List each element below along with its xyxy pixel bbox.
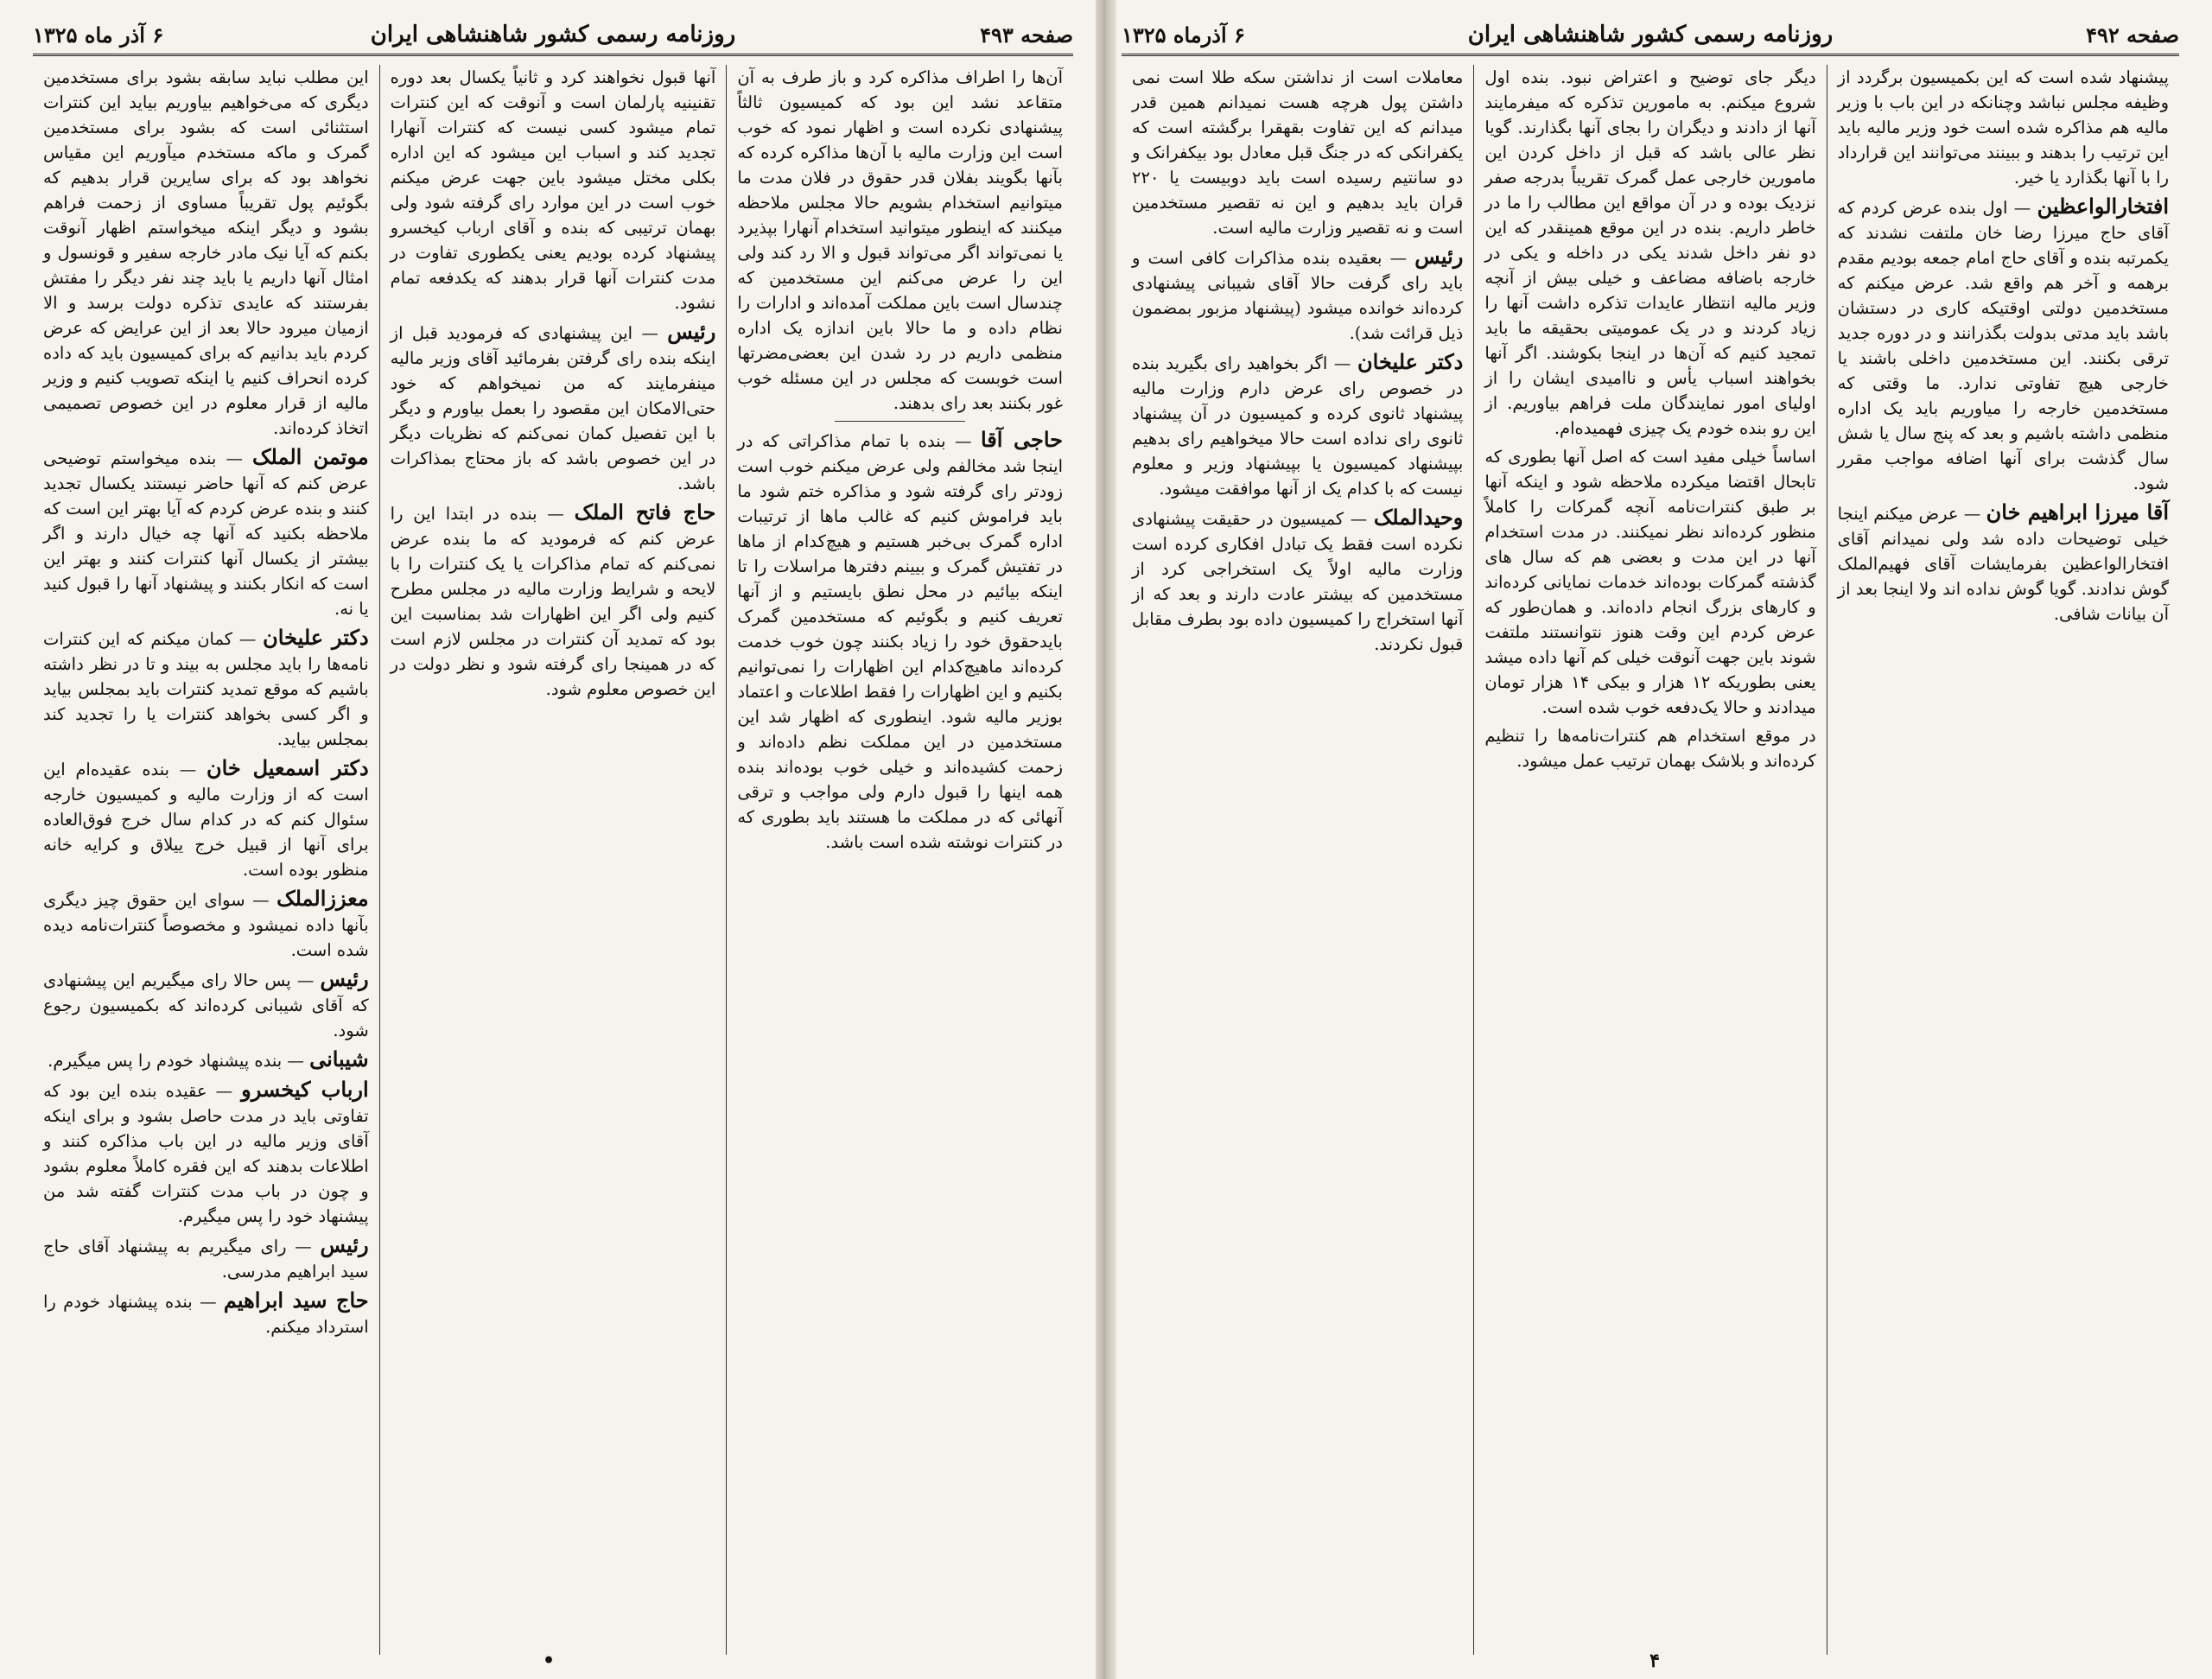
speech: موتمن الملک — بنده میخواستم توضیحی عرض کنم که آنها حاضر نیستند یکسال تجدید کنند و بنده عرض کردم که آیا بهتر این است که ملاحظه بکنید که آنها چه خیال دارند و اگر بیشتر از یکسال آنها کنترات کنند و بهتر این است که انکار بکنند و پیشنهاد آنها را قبول کنید یا نه. [42, 444, 369, 619]
paragraph: آن‌ها را اطراف مذاکره کرد و باز طرف به آن متقاعد نشد این بود که کمیسیون ثالثاً پیشنهادی نکرده است و اظهار نمود که خوب است این وزارت مالیه با آن‌ها مذاکره کرده که بآنها بگویند بفلان قدر حقوق در فلان مدت ما میتوانیم استخدام بشویم حالا مجلس ملاحظه میکنند که اینطور میتوانید استخدام آنهارا بپذیرد یا نمی‌تواند اگر می‌تواند قبول و الا رد کند ولی این را عرض می‌کنم این مستخدمین که چندسال است باین مملکت آمده‌اند و ادارات را نظام داده و ما حالا باین اندازه یک اداره منظمی داریم در رد شدن این بعضی‌مضرتها است خوبست که مجلس در این مسئله خوب غور بکنند بعد رای بدهند. [737, 67, 1063, 413]
paragraph: دیگر جای توضیح و اعتراض نبود. بنده اول شروع میکنم. به مامورین تذکره که میفرمایند آنها از دادند و دیگران را بجای آنها بگذارند. گویا نظر عالی باشد که قبل از داخل کردن این مامورین خارجی عمل گمرک تقریباً بدرجه صفر نزدیک بوده و در آن مواقع این مطالب را ما در خاطر داریم. بنده در این موقع همینقدر که این دو نفر داخل شدند یکی در داخله و یکی در خارجه باضافه مضاعف و خیلی بیش از آنچه وزیر مالیه انتظار عایدات تذکره داشت آنها را زیاد کردند و در یک عمومیتی بحقیقه ما باید تمجید کنیم که آن‌ها در اینجا بکوشند. اگر آنها بخواهند اسباب یأس و ناامیدی ایشان را از اولیای امور نمایندگان ملت فراهم بیاوریم. از این رو بنده خودم یک چیزی فهمیده‌ام. [1484, 67, 1816, 438]
speaker-name: دکتر اسمعیل خان [206, 755, 369, 780]
right-page [1097, 0, 2212, 1679]
paragraph: معاملات است از نداشتن سکه طلا است نمی داشتن پول هرچه هست نمیدانم همین قدر میدانم که این تفاوت بقهقرا برگشته است که یکفرانکی که در جنگ قبل معادل بود بیکفرانک و دو سانتیم رسیده است باید دوبیست یا ۲۲۰ قران باید بدهیم و این نه تقصیر مستخدمین است و نه تقصیر وزارت مالیه است. [1132, 67, 1464, 238]
speech-text: عقیده بنده این بود که تفاوتی باید در مدت حاصل بشود و برای اینکه آقای وزیر مالیه در این باب مذاکره کنند و اطلاعات بدهند که این فقره کاملاً معلوم بشود و چون در باب مدت کنترات گفته شد من پیشنهاد خود را پس میگیرم. [42, 1081, 369, 1226]
speech: رئیس — این پیشنهادی که فرمودید قبل از اینکه بنده رای گرفتن بفرمائید آقای وزیر مالیه مینفرمایند که من نمیخواهم که خود حتی‌الامکان این مقصود را بعمل بیاورم و دیگر با این تفصیل کمان نمی‌کنم که نظریات دیگر در این خصوص باشد که باز محتاج بمذاکرات باشد. [390, 319, 716, 493]
speech: افتخارالواعظین — اول بنده عرض کردم که آقای حاج میرزا رضا خان ملتفت نشدند که یکمرتبه بنده و آقای حاج امام جمعه بودیم مقدم برهمه و آخر هم واقع شد. عرض میکنم که مستخدمین دولتی اوقتیکه کاری در دستشان باشد باید مدتی بدولت بگذرانند و در دوره جدید ترقی بکنند. این مستخدمین داخلی باشند یا خارجی هیچ تفاوتی ندارد. ما وقتی که مستخدمین خارجه را میاوریم باید یک اداره منظمی داشته باشیم و بعد که پنج سال یا شش سال گذشت برای آنها اضافه مواجب مقرر شود. [1837, 194, 2169, 493]
speech-text: بنده پیشنهاد خودم را پس میگیرم. [48, 1051, 283, 1071]
left-page [0, 0, 1097, 1679]
speech-text: این پیشنهادی که فرمودید قبل از اینکه بنده رای گرفتن بفرمائید آقای وزیر مالیه مینفرمایند که من نمیخواهم که خود حتی‌الامکان این مقصود را بعمل بیاورم و دیگر با این تفصیل کمان نمی‌کنم که نظریات دیگر در این خصوص باشد که باز محتاج بمذاکرات باشد. [390, 323, 716, 493]
speaker-name: حاجی آقا [980, 427, 1064, 452]
speech: حاج فاتح الملک — بنده در ابتدا این را عرض کنم که فرمودید که ما بنده عرض نمی‌کنم که تمام مذاکرات یا یک کنترات را با لایحه و شرایط وزارت مالیه در مجلس مطرح کنیم ولی اگر این اظهارات شد بمناسبت این بود که تمدید آن کنترات در مجلس لازم است که در همینجا رای گرفته شود و نظر دولت در این خصوص معلوم شود. [390, 499, 716, 699]
left-page-masthead: روزنامه رسمی کشور شاهنشاهی ایران [370, 22, 736, 48]
speech-text: بنده با تمام مذاکراتی که در اینجا شد مخالفم ولی عرض میکنم خوب است زودتر رای گرفته شود و مذاکره ختم شود ما باید فراموش کنیم که غالب ماها از ترتیبات اداره گمرک بی‌خبر هستیم و هیچ‌کدام از ماها در تفتیش گمرک و بیینم دفترها مراسلات را تا اینکه بیائیم در محل نطق بایستیم و از آنها تعریف کنیم و بگوئیم که مستخدمین گمرک بایدحقوق خود را زیاد بکنند چون خوب خدمت کرده‌اند ماهیچ‌کدام این اظهارات را نمی‌توانیم بکنیم و این اظهارات را فقط اطلاعات و اعتماد بوزیر مالیه شود. اینطوری که اظهار شد این مستخدمین در این مملکت نظم داده‌اند و زحمت کشیده‌اند و خیلی خوب بوده‌اند بنده همه اینها را قبول دارم ولی مواجب و ترقی آنهائی که در مملکت ما هستند باید بطوری که در کنترات نوشته شده است باشد. [737, 431, 1063, 852]
speech-text: پس حالا رای میگیریم این پیشنهادی که آقای شیبانی کرده‌اند که بکمیسیون رجوع شود. [42, 970, 369, 1040]
speech: دکتر علیخان — کمان میکنم که این کنترات نامه‌ها را باید مجلس به بیند و تا در نظر داشته باشیم که موقع تمدید کنترات باید بمجلس بیاید و اگر کسی بخواهد کنترات یا را تجدید کند بمجلس بیاید. [42, 625, 369, 749]
left-column-3 [33, 65, 380, 1655]
speaker-name: رئیس [320, 966, 369, 991]
left-page-header [33, 16, 1073, 56]
speech-text: اول بنده عرض کردم که آقای حاج میرزا رضا خان ملتفت نشدند که یکمرتبه بنده و آقای حاج امام جمعه بودیم مقدم برهمه و آخر هم واقع شد. عرض میکنم که مستخدمین دولتی اوقتیکه کاری در دستشان باشد باید مدتی بدولت بگذرانند و در دوره جدید ترقی بکنند. این مستخدمین داخلی باشند یا خارجی هیچ تفاوتی ندارد. ما وقتی که مستخدمین خارجه را میاوریم باید یک اداره منظمی داشته باشیم و بعد که پنج سال یا شش سال گذشت برای آنها اضافه مواجب مقرر شود. [1837, 198, 2169, 493]
speaker-name: آقا میرزا ابراهیم خان [1986, 499, 2169, 525]
speech-text: بعقیده بنده مذاکرات کافی است و باید رای گرفت حالا آقای شیبانی پیشنهادی کرده‌اند خوانده میشود (پیشنهاد مزبور بمضمون ذیل قرائت شد). [1132, 248, 1464, 343]
right-page-masthead: روزنامه رسمی کشور شاهنشاهی ایران [1467, 22, 1834, 48]
right-page-date: ۶ آذرماه ۱۳۲۵ [1122, 22, 1245, 48]
left-page-footer-mark: • [542, 1650, 556, 1672]
speech: شیبانی — بنده پیشنهاد خودم را پس میگیرم. [48, 1046, 369, 1072]
speaker-name: شیبانی [309, 1046, 369, 1072]
paragraph: در موقع استخدام هم کنترات‌نامه‌ها را تنظیم کرده‌اند و بلاشک بهمان ترتیب عمل میشود. [1484, 726, 1816, 771]
left-page-date: ۶ آذر ماه ۱۳۲۵ [33, 22, 164, 48]
speech-text: بنده در ابتدا این را عرض کنم که فرمودید که ما بنده عرض نمی‌کنم که تمام مذاکرات یا یک کنترات را با لایحه و شرایط وزارت مالیه در مجلس مطرح کنیم ولی اگر این اظهارات شد بمناسبت این بود که تمدید آن کنترات در مجلس لازم است که در همینجا رای گرفته شود و نظر دولت در این خصوص معلوم شود. [390, 504, 716, 699]
speaker-name: ارباب کیخسرو [241, 1077, 369, 1102]
speech: آقا میرزا ابراهیم خان — عرض میکنم اینجا خیلی توضیحات داده شد ولی نمیدانم آقای افتخارالواعظین بفرمایشات آقای فهیم‌الملک گوش ندادند. گویا گوش نداده اند ولا اینجا بعد از آن بیانات شافی. [1837, 499, 2169, 624]
left-column-2 [380, 65, 728, 1655]
speaker-name: رئیس [1414, 244, 1464, 269]
speaker-name: موتمن الملک [252, 444, 369, 469]
speaker-name: افتخارالواعظین [2037, 194, 2169, 219]
paragraph: اساساً خیلی مفید است که اصل آنها بطوری که تابحال اقتضا میکرده ملاحظه شود و اینکه آنها بر طبق کنترات‌نامه آنچه گمرکات را کاملاً منظور کرده‌اند نظر نمیکنند. در مدت استخدام آنها در این مدت و بعضی هم که سال های گذشته گمرکات بوده‌اند خدمات نمایانی کرده‌اند و کارهای بزرگ انجام داده‌اند. و همان‌طور که عرض کردم این وقت هنوز نتوانستند ملتفت شوند باین جهت آنوقت خیلی کم آنها داده میشد یعنی بطوریکه ۱۲ هزار و بیکی ۱۴ هزار تومان میدادند و حالا یک‌دفعه خوب شده است. [1484, 447, 1816, 717]
speaker-name: وحیدالملک [1373, 505, 1464, 530]
speaker-name: دکتر علیخان [1357, 349, 1464, 374]
speech: ارباب کیخسرو — عقیده بنده این بود که تفاوتی باید در مدت حاصل بشود و برای اینکه آقای وزیر مالیه در این باب مذاکره کنند و اطلاعات بدهند که این فقره کاملاً معلوم بشود و چون در باب مدت کنترات گفته شد من پیشنهاد خود را پس میگیرم. [42, 1077, 369, 1226]
left-columns [33, 65, 1073, 1655]
speech: رئیس — پس حالا رای میگیریم این پیشنهادی که آقای شیبانی کرده‌اند که بکمیسیون رجوع شود. [42, 966, 369, 1040]
right-column-2 [1474, 65, 1827, 1655]
speech-text: بنده عقیده‌ام این است که از وزارت مالیه و کمیسیون خارجه سئوال کنم که در کدام سال خرج فوق‌العاده برای آنها از قبیل خرج ییلاق و کرایه خانه منظور بوده است. [42, 760, 369, 880]
left-page-number: صفحه ۴۹۳ [980, 22, 1073, 48]
speech: رئیس — رای میگیریم به پیشنهاد آقای حاج سید ابراهیم مدرسی. [42, 1232, 369, 1282]
speaker-name: معززالملک [276, 886, 369, 911]
spine-gutter [1096, 0, 1116, 1679]
speech-text: بنده پیشنهاد خودم را استرداد میکنم. [42, 1292, 369, 1337]
speech-text: کمان میکنم که این کنترات نامه‌ها را باید مجلس به بیند و تا در نظر داشته باشیم که موقع تمدید کنترات باید بمجلس بیاید و اگر کسی بخواهد کنترات یا را تجدید کند بمجلس بیاید. [42, 629, 369, 749]
speaker-name: رئیس [667, 319, 716, 344]
speech-text: کمیسیون در حقیقت پیشنهادی نکرده است فقط یک تبادل افکاری کرده است وزارت مالیه اولاً یک استخراجی کرد از مستخدمین که بیشتر عادت دارند و بعد که از آنها استخراج را کمیسیون داده بود بطرف مقابل قبول نکردند. [1132, 509, 1464, 654]
divider [835, 421, 965, 422]
speech: حاج سید ابراهیم — بنده پیشنهاد خودم را استرداد میکنم. [42, 1288, 369, 1337]
right-column-3 [1122, 65, 1474, 1655]
speech-text: عرض میکنم اینجا خیلی توضیحات داده شد ولی نمیدانم آقای افتخارالواعظین بفرمایشات آقای فهیم‌الملک گوش ندادند. گویا گوش نداده اند ولا اینجا بعد از آن بیانات شافی. [1837, 504, 2169, 624]
speech-text: بنده میخواستم توضیحی عرض کنم که آنها حاضر نیستند یکسال تجدید کنند و بنده عرض کردم که آیا بهتر این است که ملاحظه بکنید که آنها چه خیال دارند و اگر بیشتر از یکسال آنها کنترات کنند و بهتر این است که انکار بکنند و پیشنهاد آنها را قبول کنید یا نه. [42, 448, 369, 619]
speech: دکتر اسمعیل خان — بنده عقیده‌ام این است که از وزارت مالیه و کمیسیون خارجه سئوال کنم که در کدام سال خرج فوق‌العاده برای آنها از قبیل خرج ییلاق و کرایه خانه منظور بوده است. [42, 755, 369, 880]
speech: وحیدالملک — کمیسیون در حقیقت پیشنهادی نکرده است فقط یک تبادل افکاری کرده است وزارت مالیه اولاً یک استخراجی کرد از مستخدمین که بیشتر عادت دارند و بعد که از آنها استخراج را کمیسیون داده بود بطرف مقابل قبول نکردند. [1132, 505, 1464, 654]
speaker-name: حاج سید ابراهیم [223, 1288, 369, 1313]
right-page-number: صفحه ۴۹۲ [2086, 22, 2179, 48]
speech: دکتر علیخان — اگر بخواهید رای بگیرید بنده در خصوص رای عرض دارم وزارت مالیه پیشنهاد ثانوی کرده و کمیسیون در آن پیشنهاد ثانوی رای نداده است حالا میخواهیم رای بدهیم بپیشنهاد کمیسیون یا بپیشنهاد وزیر و معلوم نیست که با کدام یک از آنها موافقت میشود. [1132, 349, 1464, 499]
speech-text: اگر بخواهید رای بگیرید بنده در خصوص رای عرض دارم وزارت مالیه پیشنهاد ثانوی کرده و کمیسیون در آن پیشنهاد ثانوی رای نداده است حالا میخواهیم رای بدهیم بپیشنهاد کمیسیون یا بپیشنهاد وزیر و معلوم نیست که با کدام یک از آنها موافقت میشود. [1132, 353, 1464, 499]
speech-text: سوای این حقوق چیز دیگری بآنها داده نمیشود و مخصوصاً کنترات‌نامه دیده شده است. [42, 890, 369, 960]
paragraph: آنها قبول نخواهند کرد و ثانیاً یکسال بعد دوره تقنینیه پارلمان است و آنوقت که این کنترات تمام میشود کسی نیست که کنترات آنهارا تجدید کند و اسباب این میشود که این اداره بکلی مختل میشود باین جهت عرض میکنم خوب است در این موارد رای گرفته شود ولی بهمان ترتیبی که بنده و آقای ارباب کیخسرو پیشنهاد کرده بودیم یعنی یکطوری تفاوت در مدت کنترات آنها قرار بدهند که یکدفعه تمام نشود. [390, 67, 716, 313]
speech: حاجی آقا — بنده با تمام مذاکراتی که در اینجا شد مخالفم ولی عرض میکنم خوب است زودتر رای گرفته شود و مذاکره ختم شود ما باید فراموش کنیم که غالب ماها از ترتیبات اداره گمرک بی‌خبر هستیم و هیچ‌کدام از ماها در تفتیش گمرک و بیینم دفترها مراسلات را تا اینکه بیائیم در محل نطق بایستیم و از آنها تعریف کنیم و بگوئیم که مستخدمین گمرک بایدحقوق خود را زیاد بکنند چون خوب خدمت کرده‌اند ماهیچ‌کدام این اظهارات را نمی‌توانیم بکنیم و این اظهارات را فقط اطلاعات و اعتماد بوزیر مالیه شود. اینطوری که اظهار شد این مستخدمین در این مملکت نظم داده‌اند و زحمت کشیده‌اند و خیلی خوب بوده‌اند بنده همه اینها را قبول دارم ولی مواجب و ترقی آنهائی که در مملکت ما هستند باید بطوری که در کنترات نوشته شده است باشد. [737, 427, 1064, 852]
right-columns [1122, 65, 2179, 1655]
right-page-header [1122, 16, 2179, 56]
speech: معززالملک — سوای این حقوق چیز دیگری بآنها داده نمیشود و مخصوصاً کنترات‌نامه دیده شده است. [42, 886, 369, 960]
left-column-1 [727, 65, 1073, 1655]
speaker-name: رئیس [320, 1232, 369, 1257]
right-column-1 [1827, 65, 2179, 1655]
speech-text: رای میگیریم به پیشنهاد آقای حاج سید ابراهیم مدرسی. [42, 1237, 369, 1282]
paragraph: پیشنهاد شده است که این بکمیسیون برگردد از وظیفه مجلس نباشد وچنانکه در این باب با وزیر مالیه هم مذاکره شده است خود وزیر مالیه باید این ترتیب را بدهند و ببینند می‌توانند این قرارداد را با آنها بگذارد یا خیر. [1837, 67, 2169, 188]
speaker-name: دکتر علیخان [263, 625, 369, 650]
speaker-name: حاج فاتح الملک [574, 499, 716, 525]
right-page-footer-mark: ۴ [1649, 1650, 1660, 1672]
paragraph: این مطلب نباید سابقه بشود برای مستخدمین دیگری که می‌خواهیم بیاوریم بیاید این کنترات استثنائی است که بشود برای مستخدمین گمرک و ماکه مستخدم میآوریم این مقیاس نخواهد بود که برای سایرین قرار بدهیم که بگوئیم پول تقریباً مساوی از زحمت فراهم بشود و دیگر اینکه میخواستم اظهار آنوقت بکنم که آیا نیک مادر خارجه سفیر و قونسول و امثال آنها داریم یا باید چند نفر دیگر را مفتش بفرستند که عایدی تذکره دولت برسد و الا ازمیان میرود حالا بعد از این عرایض که عرض کردم باید بدانیم که برای کمیسیون باید که داده کرده انحراف کنیم یا اینکه تصویب کنیم و وزیر مالیه از قرار معلوم در این خصوص تصمیمی اتخاذ کرده‌اند. [42, 67, 369, 438]
speech: رئیس — بعقیده بنده مذاکرات کافی است و باید رای گرفت حالا آقای شیبانی پیشنهادی کرده‌اند خوانده میشود (پیشنهاد مزبور بمضمون ذیل قرائت شد). [1132, 244, 1464, 343]
